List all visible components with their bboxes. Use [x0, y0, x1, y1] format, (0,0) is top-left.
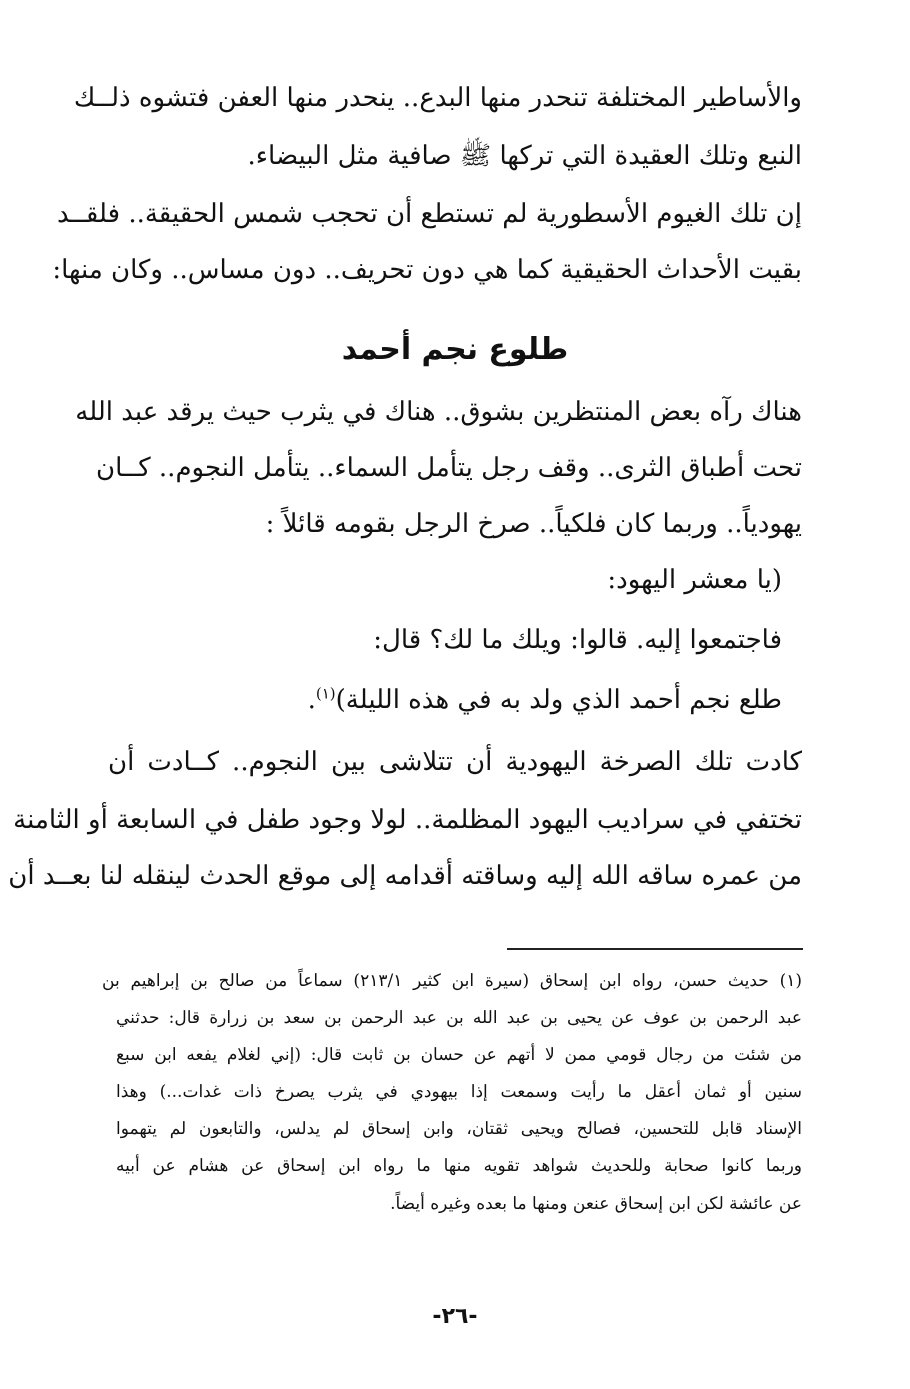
- quote-line-3-text: طلع نجم أحمد الذي ولد به في هذه الليلة): [335, 685, 782, 715]
- quote-line-3-end: .: [307, 685, 316, 715]
- paragraph-4-line-1: كادت تلك الصرخة اليهودية أن تتلاشى بين النجوم.. كــادت أن: [108, 747, 802, 777]
- paragraph-4-line-3: من عمره ساقه الله إليه وساقته أقدامه إلى موقع الحدث لينقله لنا بعــد أن: [8, 861, 802, 891]
- footnote-line-5: الإسناد قابل للتحسين، فصالح ويحيى ثقتان، وابن إسحاق لم يدلس، والتابعون لم يتهموا: [116, 1119, 802, 1139]
- paragraph-4-line-2: تختفي في سراديب اليهود المظلمة.. لولا وجود طفل في السابعة أو الثامنة: [13, 805, 802, 835]
- footnote-line-6: وربما كانوا صحابة وللحديث شواهد تقويه منها ما رواه ابن إسحاق عن هشام عن أبيه: [116, 1156, 802, 1176]
- quote-line-1: (يا معشر اليهود:: [607, 565, 782, 595]
- footnote-reference: (١): [315, 684, 336, 703]
- footnote-line-7: عن عائشة لكن ابن إسحاق عنعن ومنها ما بعده وغيره أيضاً.: [390, 1194, 802, 1214]
- paragraph-1-line-2: النبع وتلك العقيدة التي تركها ﷺ صافية مثل البيضاء.: [247, 141, 802, 171]
- paragraph-3-line-3: يهودياً.. وربما كان فلكياً.. صرخ الرجل بقومه قائلاً :: [265, 509, 802, 539]
- quote-line-2: فاجتمعوا إليه. قالوا: ويلك ما لك؟ قال:: [373, 625, 782, 655]
- quote-line-3: [108, 680, 782, 720]
- footnote-line-4: سنين أو ثمان أعقل ما رأيت وسمعت إذا بيهودي في يثرب يصرخ ذات غدات...) وهذا: [116, 1082, 802, 1102]
- paragraph-2-line-1: إن تلك الغيوم الأسطورية لم تستطع أن تحجب شمس الحقيقة.. فلقــد: [56, 199, 802, 229]
- paragraph-3-line-1: هناك رآه بعض المنتظرين بشوق.. هناك في يثرب حيث يرقد عبد الله: [75, 397, 802, 427]
- footnote-line-3: من شئت من رجال قومي ممن لا أتهم عن حسان بن ثابت قال: (إني لغلام يفعه ابن سبع: [116, 1045, 802, 1065]
- paragraph-2-line-2: بقيت الأحداث الحقيقية كما هي دون تحريف.. دون مساس.. وكان منها:: [52, 255, 802, 285]
- paragraph-3-line-2: تحت أطباق الثرى.. وقف رجل يتأمل السماء.. يتأمل النجوم.. كــان: [96, 453, 802, 483]
- footnote-line-2: عبد الرحمن بن عوف عن يحيى بن عبد الله بن عبد الرحمن بن سعد بن زرارة قال: حدثني: [116, 1008, 802, 1028]
- page-number: -٢٦-: [432, 1304, 478, 1329]
- footnote-line-1: (١) حديث حسن، رواه ابن إسحاق (سيرة ابن كثير ٢١٣/١) سماعاً من صالح بن إبراهيم بن: [102, 971, 802, 991]
- paragraph-1-line-1: والأساطير المختلفة تنحدر منها البدع.. ينحدر منها العفن فتشوه ذلــك: [73, 83, 802, 113]
- footnote-separator: [507, 948, 803, 950]
- section-heading: طلوع نجم أحمد: [341, 332, 569, 367]
